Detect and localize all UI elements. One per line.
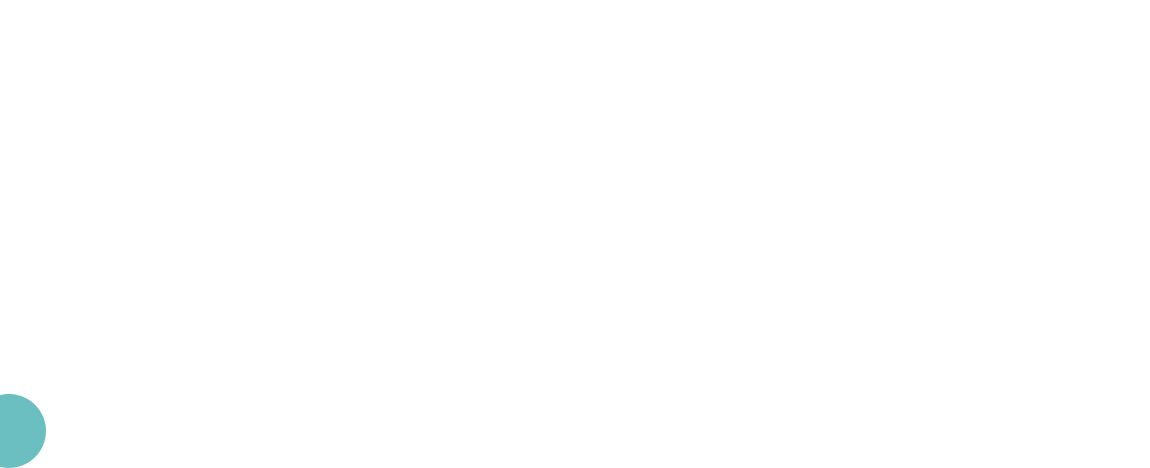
section-tab	[0, 394, 46, 468]
